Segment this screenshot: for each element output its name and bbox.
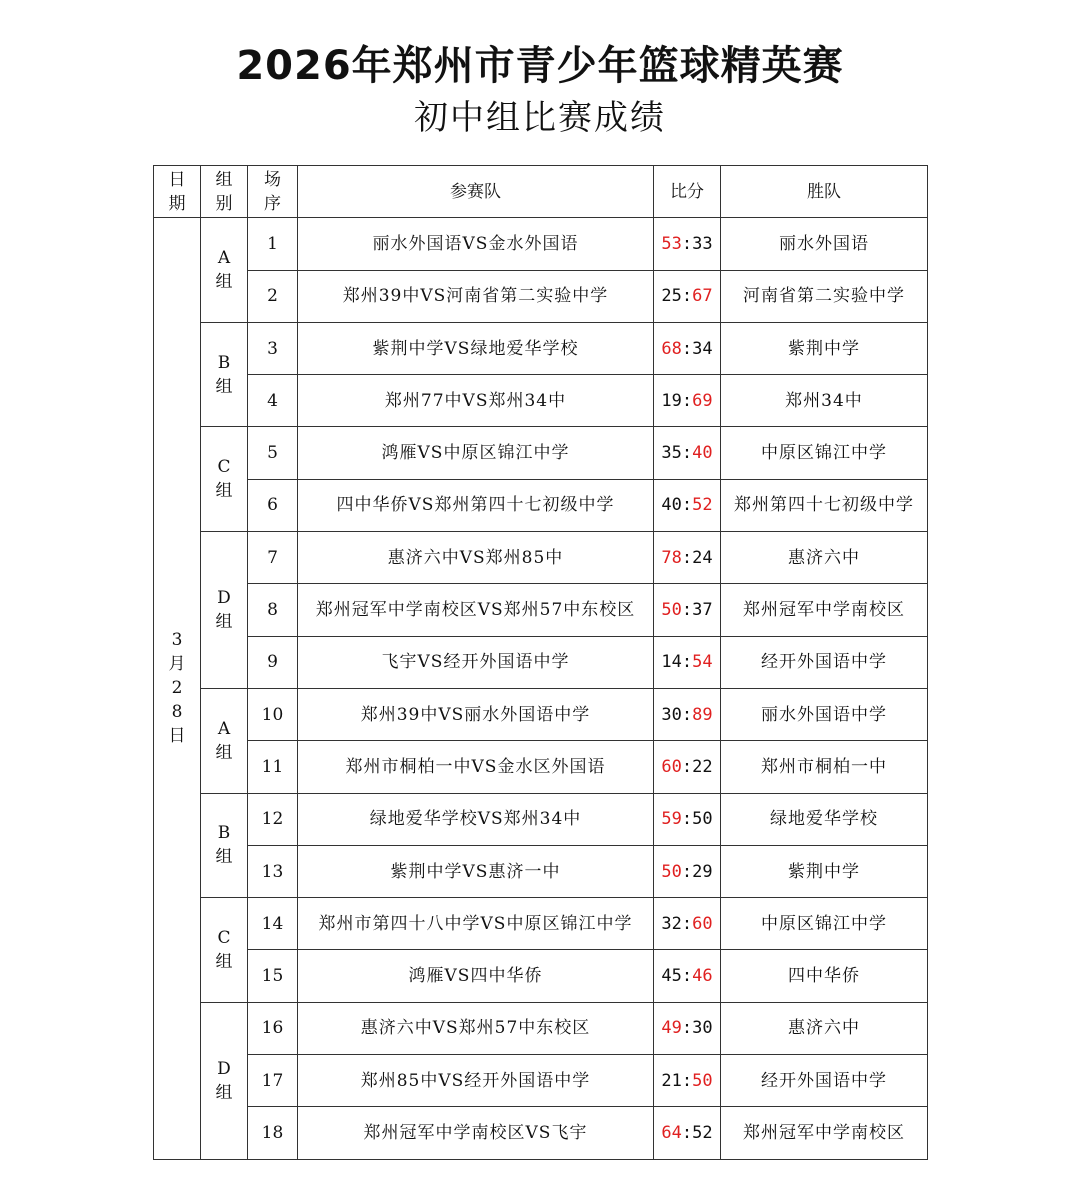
group-cell: D组 [201, 532, 248, 689]
score-cell [654, 741, 721, 793]
match-no-cell: 5 [248, 427, 298, 479]
table-row [154, 741, 928, 793]
teams-cell: 紫荆中学VS惠济一中 [298, 845, 654, 897]
table-row [154, 479, 928, 531]
score-cell [654, 636, 721, 688]
table-row [154, 532, 928, 584]
match-no-cell: 7 [248, 532, 298, 584]
score-right: 67 [692, 286, 713, 307]
table-row [154, 218, 928, 270]
winner-cell: 经开外国语中学 [721, 1055, 928, 1107]
score-cell [654, 688, 721, 740]
score-right: 29 [692, 861, 713, 882]
score-right: 37 [692, 600, 713, 621]
score-left: 53 [661, 233, 682, 254]
score-left: 40 [661, 495, 682, 516]
teams-cell: 郑州39中VS丽水外国语中学 [298, 688, 654, 740]
winner-cell: 紫荆中学 [721, 845, 928, 897]
header-teams: 参赛队 [298, 166, 654, 218]
teams-cell: 郑州冠军中学南校区VS郑州57中东校区 [298, 584, 654, 636]
teams-cell: 绿地爱华学校VS郑州34中 [298, 793, 654, 845]
score-right: 52 [692, 495, 713, 516]
score-separator: : [681, 861, 693, 882]
score-left: 68 [661, 338, 682, 359]
match-no-cell: 8 [248, 584, 298, 636]
score-right: 54 [692, 652, 713, 673]
score-separator: : [681, 809, 693, 830]
table-row [154, 898, 928, 950]
score-separator: : [681, 913, 693, 934]
score-left: 49 [661, 1018, 682, 1039]
winner-cell: 绿地爱华学校 [721, 793, 928, 845]
score-cell [654, 427, 721, 479]
winner-cell: 中原区锦江中学 [721, 898, 928, 950]
score-cell [654, 270, 721, 322]
score-separator: : [681, 600, 693, 621]
score-separator: : [681, 756, 693, 777]
table-row [154, 845, 928, 897]
match-no-cell: 6 [248, 479, 298, 531]
teams-cell: 四中华侨VS郑州第四十七初级中学 [298, 479, 654, 531]
teams-cell: 郑州77中VS郑州34中 [298, 375, 654, 427]
score-right: 69 [692, 390, 713, 411]
score-left: 30 [661, 704, 682, 725]
score-cell [654, 584, 721, 636]
score-separator: : [681, 233, 693, 254]
header-score: 比分 [654, 166, 721, 218]
score-cell [654, 322, 721, 374]
score-left: 50 [661, 600, 682, 621]
score-left: 59 [661, 809, 682, 830]
header-date: 日期 [154, 166, 201, 218]
header-winner: 胜队 [721, 166, 928, 218]
match-no-cell: 11 [248, 741, 298, 793]
teams-cell: 丽水外国语VS金水外国语 [298, 218, 654, 270]
teams-cell: 郑州市第四十八中学VS中原区锦江中学 [298, 898, 654, 950]
score-cell [654, 1002, 721, 1054]
score-left: 21 [661, 1070, 682, 1091]
score-separator: : [681, 1070, 693, 1091]
match-no-cell: 18 [248, 1107, 298, 1159]
table-row [154, 1002, 928, 1054]
score-right: 22 [692, 756, 713, 777]
winner-cell: 郑州冠军中学南校区 [721, 584, 928, 636]
score-left: 78 [661, 547, 682, 568]
score-left: 64 [661, 1122, 682, 1143]
header-match-no: 场序 [248, 166, 298, 218]
table-header-row [154, 166, 928, 218]
score-separator: : [681, 704, 693, 725]
match-no-cell: 2 [248, 270, 298, 322]
group-cell: C组 [201, 427, 248, 532]
score-right: 52 [692, 1122, 713, 1143]
winner-cell: 丽水外国语中学 [721, 688, 928, 740]
score-left: 35 [661, 443, 682, 464]
score-cell [654, 1107, 721, 1159]
score-right: 60 [692, 913, 713, 934]
score-right: 34 [692, 338, 713, 359]
winner-cell: 郑州第四十七初级中学 [721, 479, 928, 531]
winner-cell: 郑州市桐柏一中 [721, 741, 928, 793]
teams-cell: 鸿雁VS四中华侨 [298, 950, 654, 1002]
match-no-cell: 9 [248, 636, 298, 688]
score-cell [654, 375, 721, 427]
match-no-cell: 12 [248, 793, 298, 845]
score-right: 33 [692, 233, 713, 254]
teams-cell: 飞宇VS经开外国语中学 [298, 636, 654, 688]
teams-cell: 郑州85中VS经开外国语中学 [298, 1055, 654, 1107]
score-separator: : [681, 443, 693, 464]
page-title: 2026年郑州市青少年篮球精英赛 [236, 43, 844, 89]
score-left: 50 [661, 861, 682, 882]
score-right: 24 [692, 547, 713, 568]
winner-cell: 紫荆中学 [721, 322, 928, 374]
match-no-cell: 16 [248, 1002, 298, 1054]
group-cell: C组 [201, 898, 248, 1003]
winner-cell: 郑州34中 [721, 375, 928, 427]
score-separator: : [681, 286, 693, 307]
winner-cell: 惠济六中 [721, 532, 928, 584]
match-no-cell: 17 [248, 1055, 298, 1107]
score-left: 19 [661, 390, 682, 411]
table-row [154, 322, 928, 374]
score-separator: : [681, 547, 693, 568]
score-separator: : [681, 1122, 693, 1143]
winner-cell: 郑州冠军中学南校区 [721, 1107, 928, 1159]
score-cell [654, 793, 721, 845]
winner-cell: 河南省第二实验中学 [721, 270, 928, 322]
date-cell: 3月28日 [154, 218, 201, 1159]
score-cell [654, 845, 721, 897]
teams-cell: 郑州冠军中学南校区VS飞宇 [298, 1107, 654, 1159]
score-right: 89 [692, 704, 713, 725]
table-body [154, 218, 928, 1159]
group-cell: A组 [201, 218, 248, 323]
group-cell: D组 [201, 1002, 248, 1159]
table-row [154, 584, 928, 636]
score-separator: : [681, 390, 693, 411]
results-table [153, 165, 928, 1160]
score-cell [654, 1055, 721, 1107]
winner-cell: 丽水外国语 [721, 218, 928, 270]
group-cell: B组 [201, 793, 248, 898]
table-row [154, 427, 928, 479]
teams-cell: 郑州39中VS河南省第二实验中学 [298, 270, 654, 322]
score-separator: : [681, 1018, 693, 1039]
winner-cell: 惠济六中 [721, 1002, 928, 1054]
winner-cell: 经开外国语中学 [721, 636, 928, 688]
match-no-cell: 4 [248, 375, 298, 427]
table-row [154, 636, 928, 688]
page-subtitle: 初中组比赛成绩 [414, 98, 666, 138]
score-separator: : [681, 338, 693, 359]
score-separator: : [681, 652, 693, 673]
table-row [154, 375, 928, 427]
match-no-cell: 1 [248, 218, 298, 270]
score-cell [654, 532, 721, 584]
teams-cell: 惠济六中VS郑州85中 [298, 532, 654, 584]
table-row [154, 950, 928, 1002]
table-row [154, 1055, 928, 1107]
score-left: 25 [661, 286, 682, 307]
table-row [154, 793, 928, 845]
score-right: 30 [692, 1018, 713, 1039]
teams-cell: 鸿雁VS中原区锦江中学 [298, 427, 654, 479]
score-left: 14 [661, 652, 682, 673]
score-left: 60 [661, 756, 682, 777]
match-no-cell: 13 [248, 845, 298, 897]
table-row [154, 688, 928, 740]
score-left: 45 [661, 966, 682, 987]
match-no-cell: 10 [248, 688, 298, 740]
winner-cell: 中原区锦江中学 [721, 427, 928, 479]
header-group: 组别 [201, 166, 248, 218]
teams-cell: 惠济六中VS郑州57中东校区 [298, 1002, 654, 1054]
score-separator: : [681, 495, 693, 516]
score-cell [654, 218, 721, 270]
score-cell [654, 950, 721, 1002]
match-no-cell: 14 [248, 898, 298, 950]
group-cell: A组 [201, 688, 248, 793]
score-right: 50 [692, 809, 713, 830]
match-no-cell: 15 [248, 950, 298, 1002]
score-cell [654, 479, 721, 531]
teams-cell: 郑州市桐柏一中VS金水区外国语 [298, 741, 654, 793]
table-row [154, 270, 928, 322]
score-right: 46 [692, 966, 713, 987]
score-cell [654, 898, 721, 950]
table-row [154, 1107, 928, 1159]
teams-cell: 紫荆中学VS绿地爱华学校 [298, 322, 654, 374]
score-left: 32 [661, 913, 682, 934]
match-no-cell: 3 [248, 322, 298, 374]
group-cell: B组 [201, 322, 248, 427]
score-right: 50 [692, 1070, 713, 1091]
score-separator: : [681, 966, 693, 987]
score-right: 40 [692, 443, 713, 464]
winner-cell: 四中华侨 [721, 950, 928, 1002]
